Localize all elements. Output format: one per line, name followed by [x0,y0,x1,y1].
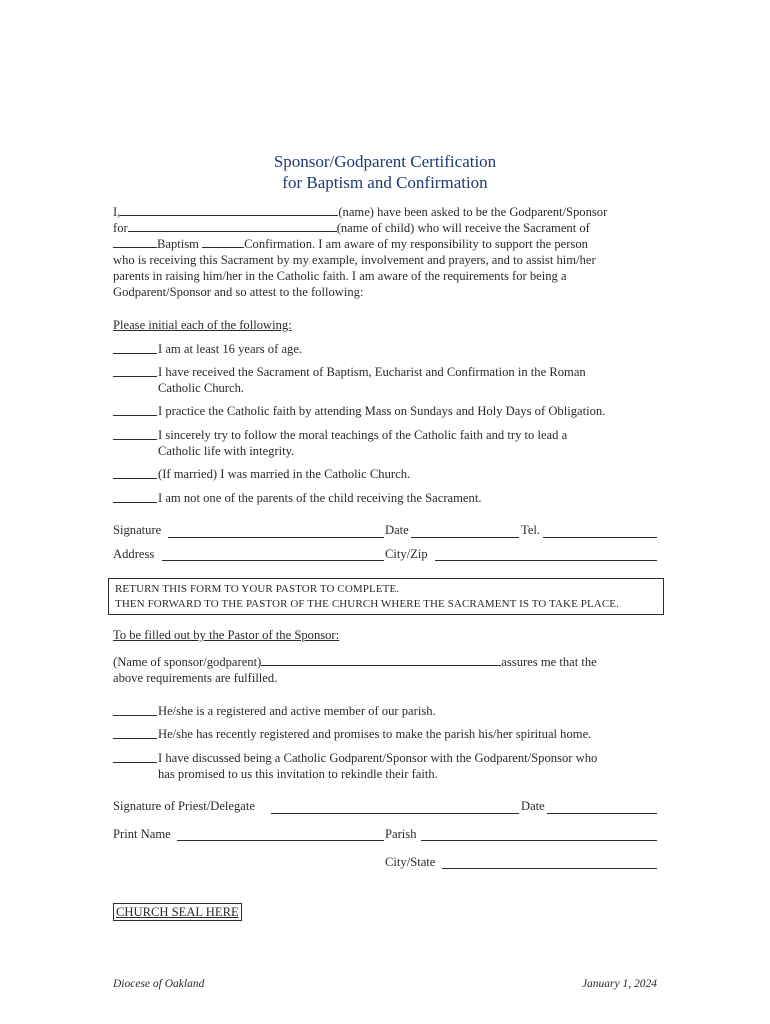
parish-label: Parish [385,827,417,841]
intro-name-label: (name) have been asked to be the Godparent/Sponsor [338,205,608,219]
requirement-text: (If married) I was married in the Catholic Church. [158,467,411,481]
confirmation-blank[interactable] [202,236,244,248]
pastor-sponsor-name-blank[interactable] [261,654,501,666]
sponsor-cityzip-label: City/Zip [385,547,428,561]
print-name-label: Print Name [113,827,171,841]
pastor-check-blank[interactable] [113,762,157,763]
sponsor-date-label: Date [385,523,409,537]
requirement-text: I am at least 16 years of age. [158,342,303,356]
return-line-2: THEN FORWARD TO THE PASTOR OF THE CHURCH WHERE THE SACRAMENT IS TO TAKE PLACE. [115,598,619,610]
return-instructions-box [108,578,664,615]
initial-blank[interactable] [113,376,157,377]
initial-blank[interactable] [113,353,157,354]
intro-child-label: (name of child) who will receive the Sacrament of [336,221,590,235]
requirement-text: Catholic life with integrity. [158,444,295,458]
confirmation-label: Confirmation. I am aware of my responsibility to support the person [244,237,588,251]
sponsor-address-line[interactable] [162,560,384,561]
intro-line-3 [113,236,588,252]
child-name-blank[interactable] [128,220,337,232]
priest-date-label: Date [521,799,545,813]
requirement-text: I have received the Sacrament of Baptism, Eucharist and Confirmation in the Roman [158,365,586,379]
return-line-1: RETURN THIS FORM TO YOUR PASTOR TO COMPLETE. [115,583,400,595]
intro-for-label: for [113,221,128,235]
requirement-text: I practice the Catholic faith by attending Mass on Sundays and Holy Days of Obligation. [158,404,606,418]
initial-blank[interactable] [113,478,157,479]
sponsor-cityzip-line[interactable] [435,560,657,561]
pastor-item-text: has promised to us this invitation to rekindle their faith. [158,767,438,781]
intro-line-1 [113,204,607,220]
form-title-line-2: for Baptism and Confirmation [282,173,488,192]
sponsor-name-label: (Name of sponsor/godparent) [113,655,262,669]
pastor-heading: To be filled out by the Pastor of the Sponsor: [113,628,340,642]
baptism-blank[interactable] [113,236,157,248]
initial-heading: Please initial each of the following: [113,318,292,332]
sponsor-signature-label: Signature [113,523,162,537]
intro-i-label: I, [113,205,121,219]
initial-blank[interactable] [113,502,157,503]
assures-label: assures me that the [501,655,597,669]
pastor-item-text: He/she is a registered and active member of our parish. [158,704,436,718]
print-name-line[interactable] [177,840,384,841]
parish-line[interactable] [421,840,657,841]
city-state-line[interactable] [442,868,657,869]
form-title-line-1: Sponsor/Godparent Certification [273,152,497,171]
pastor-check-blank[interactable] [113,738,157,739]
pastor-intro-line-2: above requirements are fulfilled. [113,671,278,685]
priest-signature-label: Signature of Priest/Delegate [113,799,255,813]
intro-line-6: Godparent/Sponsor and so attest to the following: [113,285,364,299]
baptism-label: Baptism [157,237,199,251]
requirement-text: I sincerely try to follow the moral teachings of the Catholic faith and try to lead a [158,428,568,442]
pastor-intro-line-1 [113,654,597,670]
intro-line-2 [113,220,590,236]
priest-signature-line[interactable] [271,813,519,814]
city-state-label: City/State [385,855,436,869]
sponsor-tel-label: Tel. [521,523,541,537]
pastor-item-text: I have discussed being a Catholic Godparent/Sponsor with the Godparent/Sponsor who [158,751,598,765]
sponsor-signature-line[interactable] [168,537,384,538]
priest-date-line[interactable] [547,813,657,814]
sponsor-name-blank[interactable] [120,204,338,216]
pastor-item-text: He/she has recently registered and promises to make the parish his/her spiritual home. [158,727,592,741]
sponsor-address-label: Address [113,547,155,561]
intro-line-4: who is receiving this Sacrament by my example, involvement and prayers, and to assist him/her [113,253,596,267]
intro-line-5: parents in raising him/her in the Catholic faith. I am aware of the requirements for being a [113,269,567,283]
church-seal-label: CHURCH SEAL HERE [116,905,239,919]
church-seal-box [113,903,242,921]
footer-date: January 1, 2024 [581,978,657,990]
initial-blank[interactable] [113,415,157,416]
requirement-text: I am not one of the parents of the child receiving the Sacrament. [158,491,482,505]
sponsor-date-line[interactable] [411,537,519,538]
pastor-check-blank[interactable] [113,715,157,716]
footer-diocese: Diocese of Oakland [113,978,205,990]
sponsor-tel-line[interactable] [543,537,657,538]
requirement-text: Catholic Church. [158,381,245,395]
initial-blank[interactable] [113,439,157,440]
